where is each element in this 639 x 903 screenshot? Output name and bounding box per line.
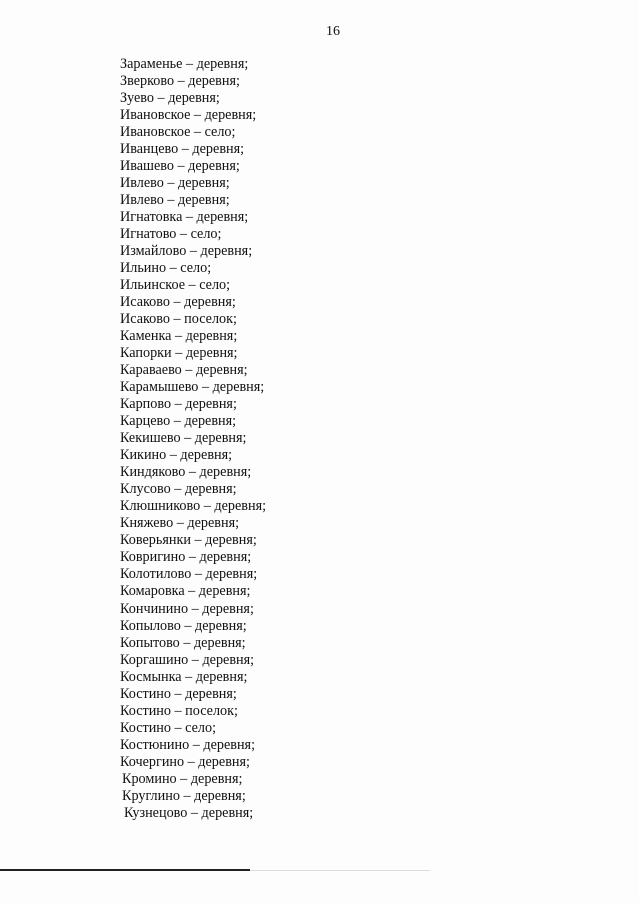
list-item: Ильино – село; <box>120 260 212 277</box>
list-item: Клусово – деревня; <box>120 481 237 498</box>
list-item: Измайлово – деревня; <box>120 243 253 260</box>
list-item: Кочергино – деревня; <box>120 753 250 770</box>
list-item: Киндяково – деревня; <box>120 464 252 481</box>
list-item: Колотилово – деревня; <box>120 566 258 583</box>
list-item: Карцево – деревня; <box>120 413 237 430</box>
list-item: Карпово – деревня; <box>120 396 237 413</box>
bottom-rule <box>0 869 250 871</box>
settlement-list <box>120 56 266 822</box>
list-item: Космынка – деревня; <box>120 668 248 685</box>
list-item: Зверково – деревня; <box>120 73 240 90</box>
list-item: Капорки – деревня; <box>120 345 238 362</box>
list-item: Княжево – деревня; <box>120 515 240 532</box>
list-item: Костино – поселок; <box>120 702 238 719</box>
list-item: Кромино – деревня; <box>122 770 243 787</box>
list-item: Копылово – деревня; <box>120 617 247 634</box>
list-item: Ивлево – деревня; <box>120 192 230 209</box>
list-item: Коргашино – деревня; <box>120 651 255 668</box>
list-item: Копытово – деревня; <box>120 634 246 651</box>
list-item: Зуево – деревня; <box>120 90 220 107</box>
list-item: Каменка – деревня; <box>120 328 238 345</box>
list-item: Ивлево – деревня; <box>120 175 230 192</box>
list-item: Костино – деревня; <box>120 685 237 702</box>
list-item: Клюшниково – деревня; <box>120 498 267 515</box>
bottom-rule-faint <box>250 870 430 871</box>
page-number: 16 <box>326 24 340 39</box>
list-item: Кончинино – деревня; <box>120 600 254 617</box>
list-item: Коверьянки – деревня; <box>120 532 257 549</box>
list-item: Игнатово – село; <box>120 226 222 243</box>
list-item: Костюнино – деревня; <box>120 736 256 753</box>
list-item: Исаково – поселок; <box>120 311 237 328</box>
list-item: Иванцево – деревня; <box>120 141 245 158</box>
list-item: Игнатовка – деревня; <box>120 209 249 226</box>
list-item: Костино – село; <box>120 719 217 736</box>
list-item: Карамышево – деревня; <box>120 379 265 396</box>
list-item: Ильинское – село; <box>120 277 231 294</box>
list-item: Караваево – деревня; <box>120 362 248 379</box>
list-item: Ковригино – деревня; <box>120 549 252 566</box>
list-item: Ивашево – деревня; <box>120 158 240 175</box>
list-item: Кузнецово – деревня; <box>124 804 254 821</box>
list-item: Круглино – деревня; <box>122 787 246 804</box>
list-item: Ивановское – деревня; <box>120 107 257 124</box>
list-item: Кикино – деревня; <box>120 447 233 464</box>
list-item: Ивановское – село; <box>120 124 236 141</box>
list-item: Комаровка – деревня; <box>120 583 251 600</box>
list-item: Зараменье – деревня; <box>120 56 249 72</box>
list-item: Исаково – деревня; <box>120 294 236 311</box>
list-item: Кекишево – деревня; <box>120 430 247 447</box>
